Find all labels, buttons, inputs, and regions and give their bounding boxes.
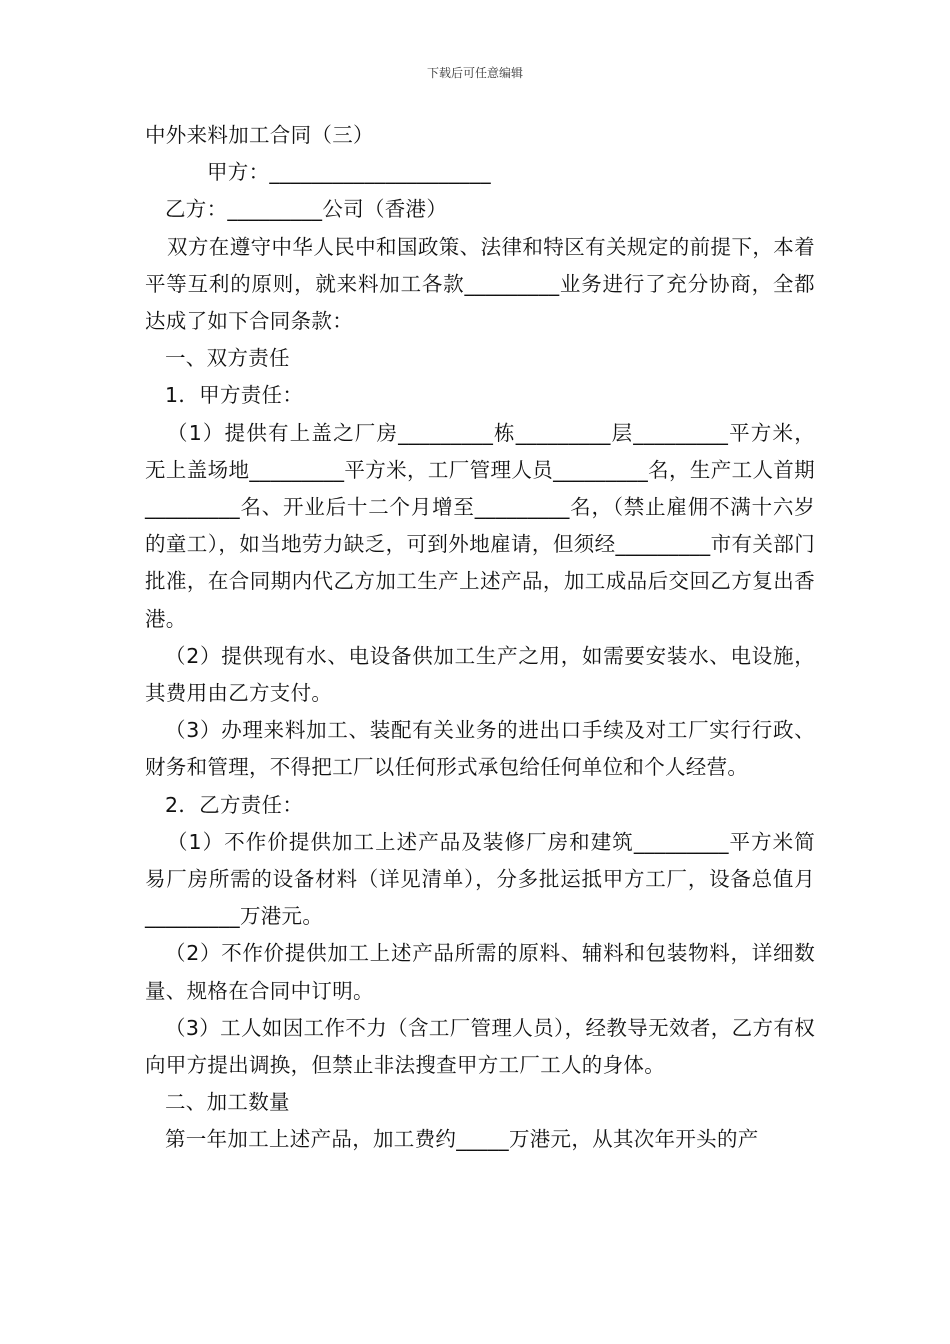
party-b-responsibility-heading: 2．乙方责任： bbox=[165, 792, 304, 817]
section-heading-quantity: 二、加工数量 bbox=[165, 1090, 290, 1115]
party-b-clause-1: （1）不作价提供加工上述产品及装修厂房和建筑_________平方米简易厂房所需的设备材料（详见清单），分多批运抵甲方工厂，设备总值月_________万港元。 bbox=[145, 829, 815, 929]
party-a-responsibility-heading: 1．甲方责任： bbox=[165, 383, 304, 408]
contract-body bbox=[145, 117, 815, 1159]
party-b-clause-3: （3）工人如因工作不力（含工厂管理人员），经教导无效者，乙方有权向甲方提出调换，但禁止非法搜查甲方工厂工人的身体。 bbox=[145, 1015, 815, 1077]
party-b-clause-2: （2）不作价提供加工上述产品所需的原料、辅料和包装物料，详细数量、规格在合同中订明。 bbox=[145, 941, 815, 1003]
quantity-paragraph: 第一年加工上述产品，加工费约_____万港元，从其次年开头的产 bbox=[165, 1127, 759, 1152]
party-a-clause-3: （3）办理来料加工、装配有关业务的进出口手续及对工厂实行行政、财务和管理，不得把工厂以任何形式承包给任何单位和个人经营。 bbox=[145, 718, 815, 780]
section-heading-responsibilities: 一、双方责任 bbox=[165, 346, 290, 371]
party-a-clause-1: （1）提供有上盖之厂房_________栋_________层_________平方米，无上盖场地_________平方米，工厂管理人员_________名，生产工人首期_________名、开业后十二个月增至_________名，（禁止雇佣不满十六岁的童工），如当地劳力缺乏，可到外地雇请，但须经_________市有关部门批准，在合同期内代乙方加工生产上述产品，加工成品后交回乙方复出香港。 bbox=[145, 420, 815, 631]
party-a-line: 甲方：_____________________ bbox=[207, 160, 491, 185]
header-note: 下载后可任意编辑 bbox=[426, 66, 523, 80]
party-a-clause-2: （2）提供现有水、电设备供加工生产之用，如需要安装水、电设施，其费用由乙方支付。 bbox=[145, 643, 815, 705]
intro-paragraph: 双方在遵守中华人民中和国政策、法律和特区有关规定的前提下，本着平等互利的原则，就来料加工各款_________业务进行了充分协商，全都达成了如下合同条款： bbox=[145, 234, 815, 333]
party-b-line: 乙方：_________公司（香港） bbox=[165, 197, 448, 222]
contract-title: 中外来料加工合同（三） bbox=[145, 123, 374, 147]
